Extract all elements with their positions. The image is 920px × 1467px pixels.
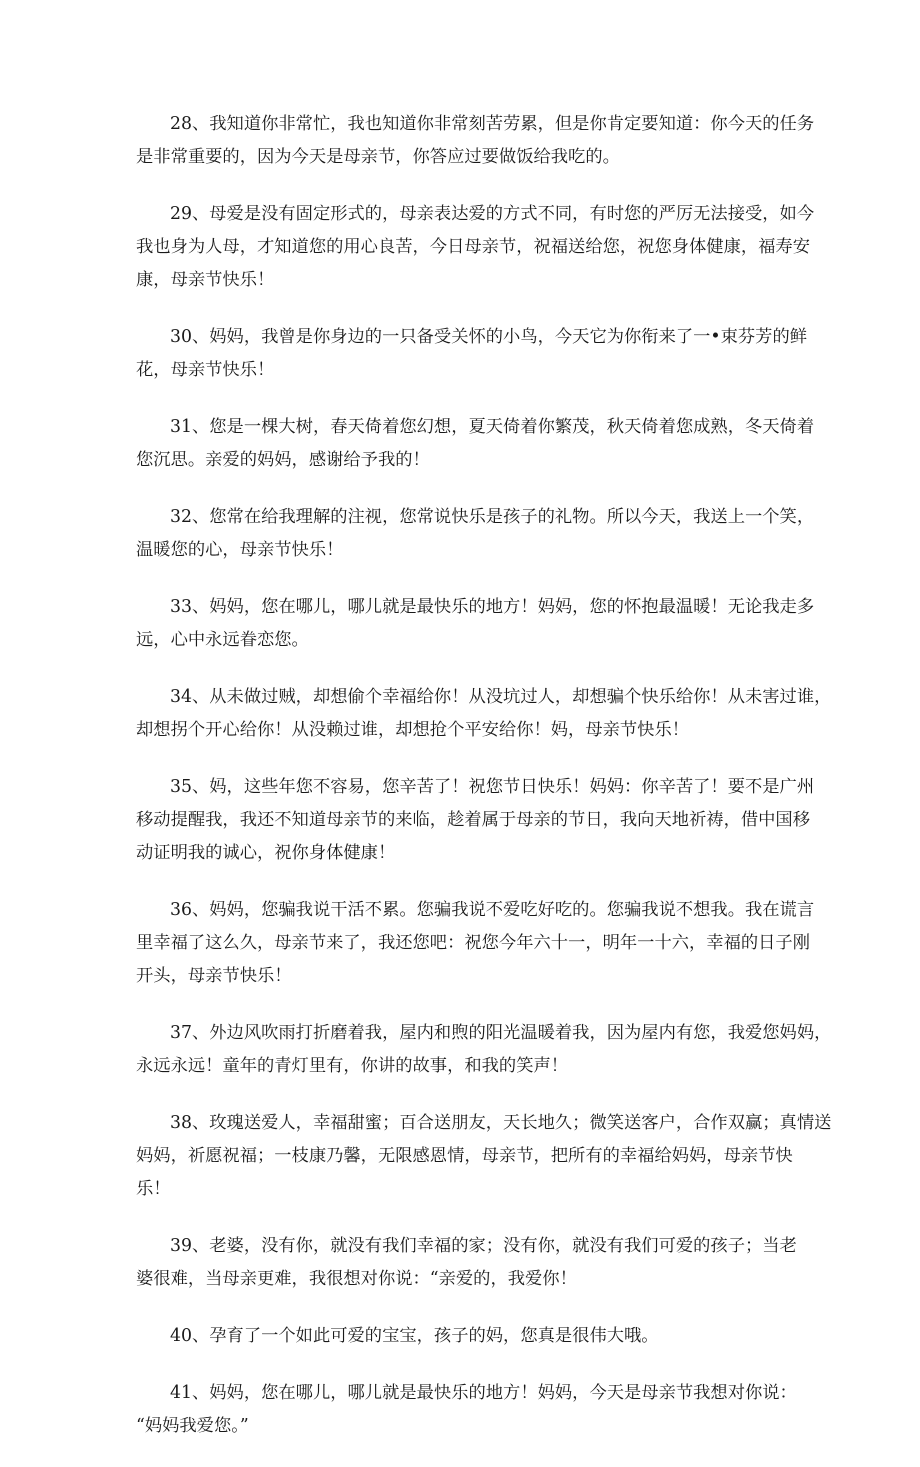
paragraph-line: 40、孕育了一个如此可爱的宝宝，孩子的妈，您真是很伟大哦。 — [170, 1326, 659, 1346]
paragraph-line: 乐！ — [136, 1179, 171, 1199]
paragraph-37 — [136, 1017, 832, 1083]
paragraph-line: 您沉思。亲爱的妈妈，感谢给予我的！ — [136, 450, 430, 470]
paragraph-39 — [136, 1230, 797, 1296]
paragraph-line: 我也身为人母，才知道您的用心良苦，今日母亲节，祝福送给您，祝您身体健康，福寿安 — [136, 237, 810, 257]
paragraph-line: 里幸福了这么久，母亲节来了，我还您吧：祝您今年六十一，明年一十六，幸福的日子刚 — [136, 933, 810, 953]
paragraph-line: 却想拐个开心给你！从没赖过谁，却想抢个平安给你！妈，母亲节快乐！ — [136, 720, 690, 740]
paragraph-line: 38、玫瑰送爱人，幸福甜蜜；百合送朋友，天长地久；微笑送客户，合作双赢；真情送 — [170, 1113, 832, 1133]
paragraph-line: 花，母亲节快乐！ — [136, 360, 275, 380]
paragraph-line: 婆很难，当母亲更难，我很想对你说：“亲爱的，我爱你！ — [136, 1269, 577, 1289]
paragraph-34 — [136, 681, 832, 747]
paragraph-line: 37、外边风吹雨打折磨着我，屋内和煦的阳光温暖着我，因为屋内有您，我爱您妈妈， — [170, 1023, 832, 1043]
paragraph-35 — [136, 771, 815, 870]
document-body — [136, 108, 832, 1467]
paragraph-30 — [136, 321, 808, 387]
paragraph-line: 32、您常在给我理解的注视，您常说快乐是孩子的礼物。所以今天，我送上一个笑， — [170, 507, 815, 527]
paragraph-line: 29、母爱是没有固定形式的，母亲表达爱的方式不同，有时您的严厉无法接受，如今 — [170, 204, 815, 224]
paragraph-38 — [136, 1107, 832, 1206]
paragraph-33 — [136, 591, 815, 657]
paragraph-line: 39、老婆，没有你，就没有我们幸福的家；没有你，就没有我们可爱的孩子；当老 — [170, 1236, 797, 1256]
paragraph-36 — [136, 894, 815, 993]
paragraph-line: 35、妈，这些年您不容易，您辛苦了！祝您节日快乐！妈妈：你辛苦了！要不是广州 — [170, 777, 815, 797]
paragraph-line: 34、从未做过贼，却想偷个幸福给你！从没坑过人，却想骗个快乐给你！从未害过谁， — [170, 687, 832, 707]
paragraph-line: 33、妈妈，您在哪儿，哪儿就是最快乐的地方！妈妈，您的怀抱最温暖！无论我走多 — [170, 597, 815, 617]
paragraph-line: 31、您是一棵大树，春天倚着您幻想，夏天倚着你繁茂，秋天倚着您成熟，冬天倚着 — [170, 417, 815, 437]
paragraph-line: 是非常重要的，因为今天是母亲节，你答应过要做饭给我吃的。 — [136, 147, 620, 167]
paragraph-line: 远，心中永远眷恋您。 — [136, 630, 309, 650]
paragraph-line: 温暖您的心，母亲节快乐！ — [136, 540, 344, 560]
paragraph-line: 移动提醒我，我还不知道母亲节的来临，趁着属于母亲的节日，我向天地祈祷，借中国移 — [136, 810, 810, 830]
paragraph-28 — [136, 108, 815, 174]
paragraph-29 — [136, 198, 815, 297]
paragraph-line: 康，母亲节快乐！ — [136, 270, 275, 290]
paragraph-line: 36、妈妈，您骗我说干活不累。您骗我说不爱吃好吃的。您骗我说不想我。我在谎言 — [170, 900, 815, 920]
paragraph-line: 30、妈妈，我曾是你身边的一只备受关怀的小鸟，今天它为你衔来了一•束芬芳的鲜 — [170, 327, 808, 347]
paragraph-line: “妈妈我爱您。” — [136, 1416, 249, 1436]
paragraph-32 — [136, 501, 815, 567]
paragraph-40 — [136, 1320, 786, 1353]
paragraph-41 — [136, 1377, 797, 1443]
paragraph-line: 41、妈妈，您在哪儿，哪儿就是最快乐的地方！妈妈，今天是母亲节我想对你说： — [170, 1383, 797, 1403]
paragraph-line: 开头，母亲节快乐！ — [136, 966, 292, 986]
paragraph-line: 28、我知道你非常忙，我也知道你非常刻苦劳累，但是你肯定要知道：你今天的任务 — [170, 114, 815, 134]
paragraph-line: 动证明我的诚心，祝你身体健康！ — [136, 843, 396, 863]
paragraph-line: 永远永远！童年的青灯里有，你讲的故事，和我的笑声！ — [136, 1056, 569, 1076]
paragraph-31 — [136, 411, 815, 477]
paragraph-line: 妈妈，祈愿祝福；一枝康乃馨，无限感恩情，母亲节，把所有的幸福给妈妈，母亲节快 — [136, 1146, 793, 1166]
